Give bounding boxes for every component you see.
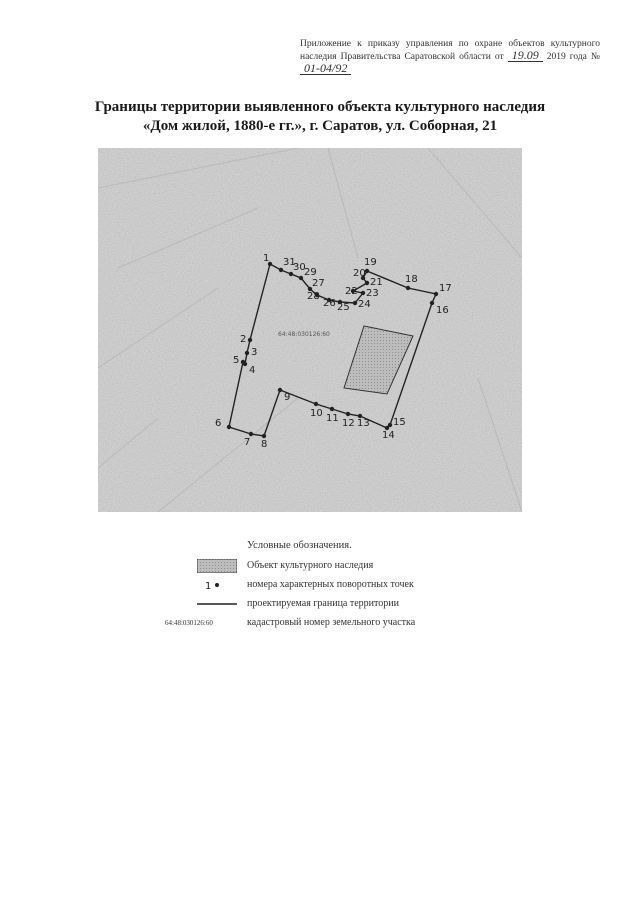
turning-point-label: 6 xyxy=(215,418,222,429)
legend-row-boundary xyxy=(175,597,505,616)
turning-point-label: 20 xyxy=(353,268,366,279)
turning-point-label: 9 xyxy=(284,392,291,403)
turning-point-marker xyxy=(346,412,350,416)
legend-boundary-label: проектируемая граница территории xyxy=(247,598,399,609)
turning-point-marker xyxy=(245,351,249,355)
boundary-line-icon xyxy=(197,597,237,611)
cadastral-number: 64:48:030126:60 xyxy=(278,331,330,338)
legend-cadastral-label: кадастровый номер земельного участка xyxy=(247,617,416,628)
legend xyxy=(165,540,505,635)
turning-point-marker xyxy=(406,286,410,290)
turning-point-marker xyxy=(278,388,282,392)
legend-row-points xyxy=(175,578,505,597)
turning-point-marker xyxy=(249,432,253,436)
turning-point-label: 27 xyxy=(312,278,325,289)
order-reference xyxy=(300,38,600,76)
turning-point-marker xyxy=(365,281,369,285)
title-line-2: «Дом жилой, 1880-е гг.», г. Саратов, ул. Соборная, 21 xyxy=(142,118,498,134)
legend-object-label: Объект культурного наследия xyxy=(247,560,374,571)
turning-point-marker xyxy=(299,276,303,280)
turning-point-marker xyxy=(241,360,245,364)
turning-point-label: 31 xyxy=(283,257,296,268)
turning-point-label: 28 xyxy=(307,291,320,302)
turning-point-label: 10 xyxy=(310,408,323,419)
order-date: 19.09 xyxy=(508,50,543,62)
turning-point-label: 7 xyxy=(244,437,251,448)
map-svg xyxy=(98,148,522,512)
turning-point-label: 8 xyxy=(261,439,268,450)
turning-point-label: 14 xyxy=(382,430,395,441)
turning-point-marker xyxy=(388,423,392,427)
turning-point-label: 23 xyxy=(366,288,379,299)
turning-point-marker xyxy=(279,268,283,272)
map-background xyxy=(98,148,522,512)
turning-point-label: 13 xyxy=(357,418,370,429)
legend-title: Условные обозначения. xyxy=(247,540,352,551)
cadastral-sample: 64:48:030126:60 xyxy=(165,619,213,627)
legend-points-label: номера характерных поворотных точек xyxy=(247,579,414,590)
turning-point-label: 22 xyxy=(345,286,358,297)
turning-point-marker xyxy=(330,407,334,411)
legend-row-object xyxy=(175,559,505,578)
turning-point-label: 24 xyxy=(358,299,371,310)
turning-point-label: 26 xyxy=(323,298,336,309)
turning-point-label: 2 xyxy=(240,334,247,345)
turning-point-label: 25 xyxy=(337,302,350,313)
turning-point-marker xyxy=(353,301,357,305)
turning-point-marker xyxy=(262,434,266,438)
turning-point-label: 29 xyxy=(304,267,317,278)
turning-point-label: 12 xyxy=(342,418,355,429)
turning-point-label: 5 xyxy=(233,355,240,366)
turning-point-marker xyxy=(314,402,318,406)
turning-point-marker xyxy=(361,291,365,295)
turning-point-label: 1 xyxy=(263,253,270,264)
turning-point-label: 19 xyxy=(364,257,377,268)
svg-text:1: 1 xyxy=(205,581,212,592)
order-year: 2019 года № xyxy=(546,52,600,62)
point-marker-icon xyxy=(197,578,237,592)
legend-row-cadastral xyxy=(165,616,505,635)
turning-point-label: 3 xyxy=(251,347,258,358)
turning-point-marker xyxy=(248,338,252,342)
turning-point-label: 18 xyxy=(405,274,418,285)
turning-point-label: 21 xyxy=(370,277,383,288)
document-title xyxy=(60,98,580,136)
turning-point-marker xyxy=(227,425,231,429)
order-number: 01-04/92 xyxy=(300,63,351,75)
order-text: Приложение к приказу управления по охране объектов культурного наследия Правительства Саратовской области от xyxy=(300,39,600,62)
boundary-map xyxy=(98,148,522,512)
turning-point-marker xyxy=(430,301,434,305)
title-line-1: Границы территории выявленного объекта культурного наследия xyxy=(94,99,546,115)
turning-point-marker xyxy=(434,292,438,296)
turning-point-label: 15 xyxy=(393,417,406,428)
object-swatch-icon xyxy=(197,559,237,573)
turning-point-label: 17 xyxy=(439,283,452,294)
turning-point-label: 16 xyxy=(436,305,449,316)
turning-point-label: 11 xyxy=(326,413,339,424)
turning-point-label: 30 xyxy=(293,262,306,273)
turning-point-label: 4 xyxy=(249,365,256,376)
